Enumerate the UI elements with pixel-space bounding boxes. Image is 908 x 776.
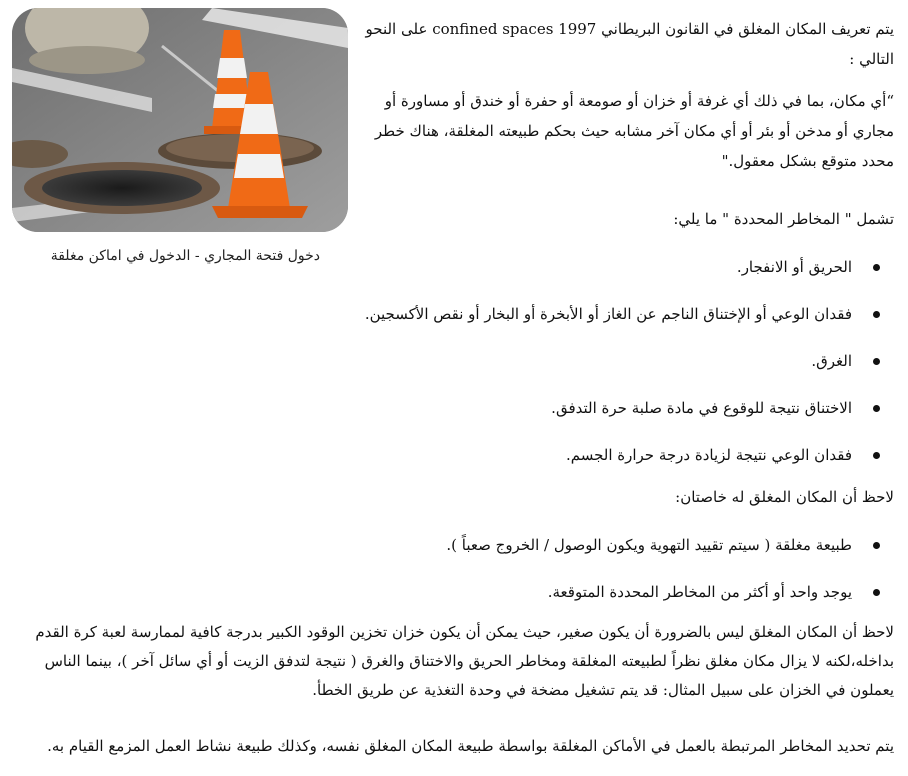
intro-law-name: confined spaces 1997 [432,20,597,38]
list-item: فقدان الوعي نتيجة لزيادة درجة حرارة الجسم. [320,440,880,487]
list-item: فقدان الوعي أو الإختناق الناجم عن الغاز أو الأبخرة أو البخار أو نقص الأكسجين. [320,299,880,346]
manhole-opening [42,170,202,206]
hazards-heading: تشمل " المخاطر المحددة " ما يلي: [673,210,894,228]
list-item: الحريق أو الانفجار. [320,252,880,299]
list-item: الغرق. [320,346,880,393]
list-item: الاختناق نتيجة للوقوع في مادة صلبة حرة التدفق. [320,393,880,440]
hazards-list [320,252,880,487]
manhole-cones-illustration [12,8,348,232]
bullet-icon [873,405,880,412]
definition-quote: “أي مكان، بما في ذلك أي غرفة أو خزان أو صومعة أو حفرة أو خندق أو مساورة أو مجاري أو مدخن أو بئر أو أي مكان آخر مشابه حيث بحكم طبيعته المغلقة، هناك خطر محدد متوقع بشكل معقول." [374,92,894,170]
bullet-icon [873,264,880,271]
list-item: يوجد واحد أو أكثر من المخاطر المحددة المتوقعة. [320,577,880,624]
bullet-icon [873,311,880,318]
manhole-cones-photo [12,8,348,232]
explanation-paragraph: لاحظ أن المكان المغلق ليس بالضرورة أن يكون صغير، حيث يمكن أن يكون خزان تخزين الوقود الكبير بدرجة كافية لممارسة لعبة كرة القدم بداخله،لكنه لا يزال مكان مغلق نظراً لطبيعته المغلقة ومخاطر الحريق والاختناق والغرق ( نتيجة لتدفق الزيت أو أي سائل آخر )، بينما الناس يعملون في الخزان على سبيل المثال: قد يتم تشغيل مضخة في وحدة التغذية عن طريق الخطأ. [35,623,894,699]
properties-heading: لاحظ أن المكان المغلق له خاصتان: [675,488,894,506]
image-caption: دخول فتحة المجاري - الدخول في اماكن مغلقة [50,248,320,264]
definition-intro [364,14,894,74]
bullet-icon [873,452,880,459]
bullet-icon [873,589,880,596]
intro-suffix: على النحو التالي : [365,20,894,68]
bullet-icon [873,542,880,549]
properties-list [320,530,880,624]
closing-paragraph: يتم تحديد المخاطر المرتبطة بالعمل في الأماكن المغلقة بواسطة طبيعة المكان المغلق نفسه، وكذلك طبيعة نشاط العمل المزمع القيام به. [47,737,894,755]
planter-base [29,46,145,74]
list-item: طبيعة مغلقة ( سيتم تقييد التهوية ويكون الوصول / الخروج صعباً ). [320,530,880,577]
bullet-icon [873,358,880,365]
intro-prefix: يتم تعريف المكان المغلق في القانون البريطاني [601,20,894,38]
